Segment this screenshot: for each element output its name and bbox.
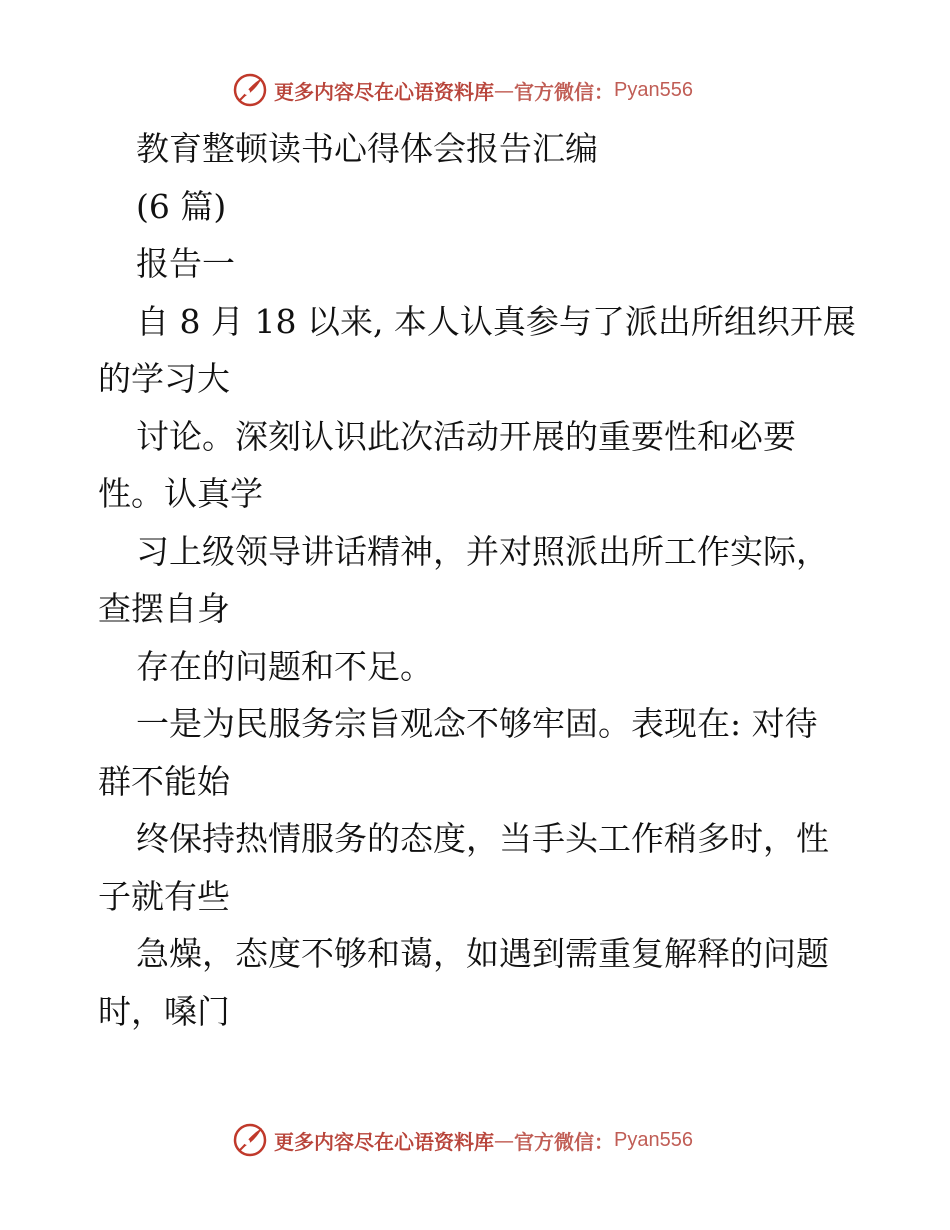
text-line: 自 8 月 18 以来, 本人认真参与了派出所组织开展 [136, 301, 856, 341]
text-line: 子就有些 [98, 876, 230, 916]
header-banner [232, 70, 693, 110]
banner-wechat-label: 官方微信： [514, 79, 614, 104]
text-line: 报告一 [136, 244, 235, 283]
document-body [98, 120, 858, 1040]
text-line: 一是为民服务宗旨观念不够牢固。表现在: 对待 [136, 704, 818, 743]
footer-banner [232, 1120, 693, 1160]
text-line: 讨论。深刻认识此次活动开展的重要性和必要 [136, 416, 796, 456]
text-line: 终保持热情服务的态度，当手头工作稍多时，性 [136, 819, 829, 858]
quill-logo-icon [232, 72, 268, 108]
banner-text: 更多内容尽在心语资料库 [274, 79, 494, 104]
text-line: (6 篇) [136, 186, 227, 226]
text-line: 习上级领导讲话精神，并对照派出所工作实际， [136, 531, 829, 571]
banner-text: 更多内容尽在心语资料库 [274, 1129, 494, 1154]
text-line: 的学习大 [98, 359, 230, 398]
text-line: 性。认真学 [98, 474, 263, 513]
text-line: 群不能始 [98, 761, 230, 801]
text-line: 存在的问题和不足。 [136, 646, 433, 686]
banner-wechat-label: 官方微信： [514, 1129, 614, 1154]
quill-logo-icon [232, 1122, 268, 1158]
banner-dash: — [494, 1128, 514, 1152]
text-line: 时，嗓门 [98, 991, 230, 1031]
text-line: 急燥，态度不够和蔼，如遇到需重复解释的问题 [136, 934, 829, 973]
banner-dash: — [494, 78, 514, 102]
banner-wechat-id: Pyan556 [614, 1128, 693, 1151]
text-line: 查摆自身 [98, 589, 230, 628]
text-line: 教育整顿读书心得体会报告汇编 [136, 129, 598, 168]
banner-wechat-id: Pyan556 [614, 78, 693, 101]
